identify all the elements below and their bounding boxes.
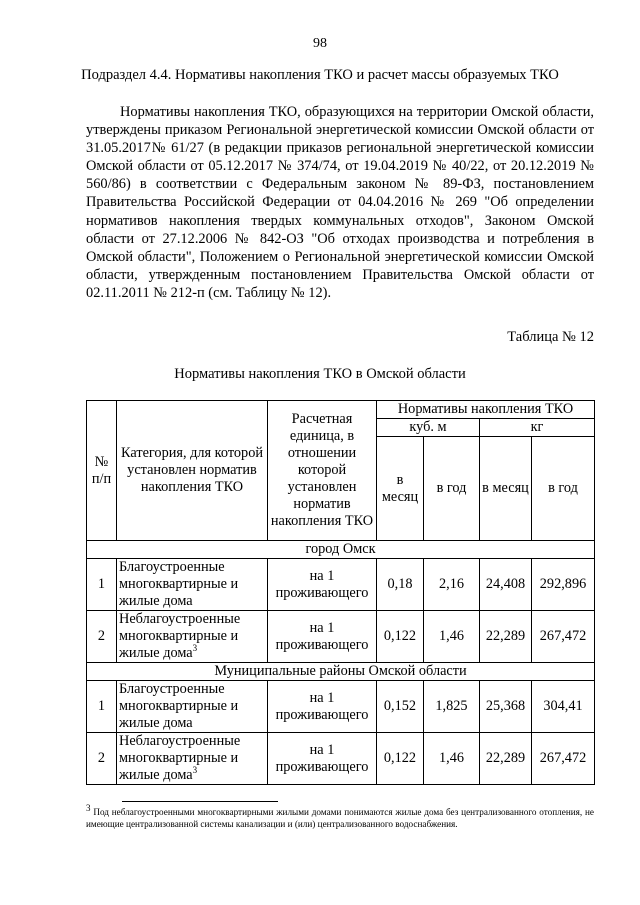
row-number: 1 xyxy=(87,681,117,733)
row-footnote-mark: 3 xyxy=(192,765,198,776)
group-row xyxy=(87,541,595,559)
row-kg-year: 267,472 xyxy=(532,733,595,785)
row-m3-year: 1,46 xyxy=(424,733,480,785)
footnote-mark: 3 xyxy=(86,802,91,813)
paragraph-text: Нормативы накопления ТКО, образующихся на территории Омской области, утверждены приказом Региональной энергетической комиссии Омской области от 31.05.2017№ 61/27 (в редакции приказов региональной энергетической комиссии Омской области от 05.12.2017 № 374/74, от 19.04.2019 № 40/22, от 20.12.2019 № 560/86) в соответствии с Федеральным законом № 89-ФЗ, постановлением Правительства Российской Федерации от 04.04.2016 № 269 "Об определении нормативов накопления твердых коммунальных отходов", Законом Омской области от 27.12.2006 № 842-ОЗ "Об отходах производства и потребления в Омской области", Положением о Региональной энергетической комиссии Омской области, утвержденным постановлением Правительства Омской области от 02.11.2011 № 212-п (см. Таблицу № 12). xyxy=(86,104,594,301)
row-kg-month: 24,408 xyxy=(480,559,532,611)
row-m3-month: 0,122 xyxy=(377,611,424,663)
row-m3-month: 0,18 xyxy=(377,559,424,611)
row-m3-year: 1,46 xyxy=(424,611,480,663)
footnote-rule xyxy=(122,801,278,802)
norms-table xyxy=(86,400,595,785)
table-body xyxy=(87,541,595,785)
row-kg-month: 25,368 xyxy=(480,681,532,733)
row-unit: на 1 проживающего xyxy=(268,681,377,733)
row-kg-year: 304,41 xyxy=(532,681,595,733)
col-header-cubic: куб. м xyxy=(377,419,480,437)
col-header-category: Категория, для которой установлен норматив накопления ТКО xyxy=(117,401,268,541)
table-row xyxy=(87,733,595,785)
footnote xyxy=(86,802,595,830)
row-category-text: Благоустроенные многоквартирные и жилые дома xyxy=(119,559,239,609)
row-m3-year: 2,16 xyxy=(424,559,480,611)
col-header-norms: Нормативы накопления ТКО xyxy=(377,401,595,419)
row-number: 1 xyxy=(87,559,117,611)
footnote-text: Под неблагоустроенными многоквартирными жилыми домами понимаются жилые дома без централизованного отопления, не имеющие централизованной системы канализации и (или) централизованного водоснабжения. xyxy=(86,807,595,830)
col-header-unit: Расчетная единица, в отношении которой установлен норматив накопления ТКО xyxy=(268,401,377,541)
table-row xyxy=(87,681,595,733)
row-kg-month: 22,289 xyxy=(480,733,532,785)
group-title: Муниципальные районы Омской области xyxy=(87,663,595,681)
col-header-kg: кг xyxy=(480,419,595,437)
row-kg-year: 267,472 xyxy=(532,611,595,663)
row-number: 2 xyxy=(87,611,117,663)
row-category xyxy=(117,681,268,733)
row-category xyxy=(117,559,268,611)
row-m3-month: 0,122 xyxy=(377,733,424,785)
col-header-m3-year: в год xyxy=(424,437,480,541)
row-m3-year: 1,825 xyxy=(424,681,480,733)
row-unit: на 1 проживающего xyxy=(268,611,377,663)
row-footnote-mark: 3 xyxy=(192,643,198,654)
col-header-num: № п/п xyxy=(87,401,117,541)
row-category xyxy=(117,611,268,663)
row-kg-year: 292,896 xyxy=(532,559,595,611)
row-category-text: Неблагоустроенные многоквартирные и жилые дома xyxy=(119,733,241,783)
page-number: 98 xyxy=(313,36,327,51)
col-header-kg-month: в месяц xyxy=(480,437,532,541)
row-unit: на 1 проживающего xyxy=(268,559,377,611)
table-row xyxy=(87,559,595,611)
row-m3-month: 0,152 xyxy=(377,681,424,733)
section-title: Подраздел 4.4. Нормативы накопления ТКО и расчет массы образуемых ТКО xyxy=(81,67,559,83)
row-unit: на 1 проживающего xyxy=(268,733,377,785)
col-header-m3-month: в месяц xyxy=(377,437,424,541)
row-category-text: Благоустроенные многоквартирные и жилые дома xyxy=(119,681,239,731)
row-category xyxy=(117,733,268,785)
row-number: 2 xyxy=(87,733,117,785)
group-row xyxy=(87,663,595,681)
table-caption: Нормативы накопления ТКО в Омской области xyxy=(174,366,466,382)
col-header-kg-year: в год xyxy=(532,437,595,541)
table-row xyxy=(87,611,595,663)
table-label: Таблица № 12 xyxy=(507,329,594,345)
body-paragraph xyxy=(86,103,594,302)
row-kg-month: 22,289 xyxy=(480,611,532,663)
table-header-row xyxy=(87,401,595,419)
row-category-text: Неблагоустроенные многоквартирные и жилые дома xyxy=(119,611,241,661)
group-title: город Омск xyxy=(87,541,595,559)
